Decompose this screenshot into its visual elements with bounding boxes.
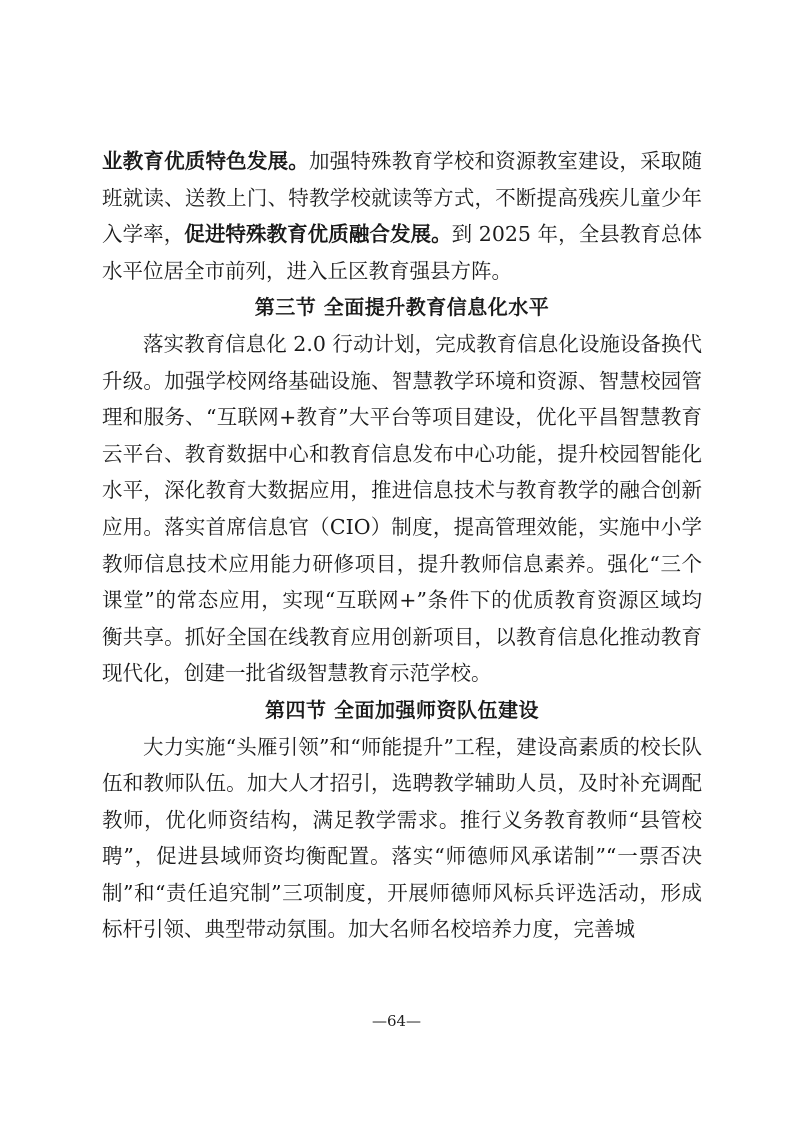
section-4-paragraph: 大力实施“头雁引领”和“师能提升”工程，建设高素质的校长队伍和教师队伍。加大人才招引，选聘教学辅助人员，及时补充调配教师，优化师资结构，满足教学需求。推行义务教育教师“县管校聘”，促进县域师资均衡配置。落实“师德师风承诺制”“一票否决制”和“责任追究制”三项制度，开展师德师风标兵评选活动，形成标杆引领、典型带动氛围。加大名师名校培养力度，完善城	[102, 734, 702, 942]
section-heading-3: 第三节 全面提升教育信息化水平	[254, 295, 550, 320]
text-run: 到 2025 年，全县教育总体水平位居全市前列，进入丘区教育强县方阵。	[102, 222, 703, 283]
text-run: 加强特殊教育学校和资源教室建设，采取随班就读、送教上门、特教学校就读等方式，不断提高残疾儿童少年入学率，	[102, 149, 703, 247]
section-heading-4: 第四节 全面加强师资队伍建设	[265, 697, 539, 722]
bold-phrase: 业教育优质特色发展。	[102, 149, 309, 173]
paragraph-continuation	[102, 143, 702, 289]
document-body	[102, 143, 702, 948]
section-3-paragraph: 落实教育信息化 2.0 行动计划，完成教育信息化设施设备换代升级。加强学校网络基础设施、智慧教学环境和资源、智慧校园管理和服务、“互联网+教育”大平台等项目建设，优化平昌智慧教育云平台、教育数据中心和教育信息发布中心功能，提升校园智能化水平，深化教育大数据应用，推进信息技术与教育教学的融合创新应用。落实首席信息官（CIO）制度，提高管理效能，实施中小学教师信息技术应用能力研修项目，提升教师信息素养。强化“三个课堂”的常态应用，实现“互联网+”条件下的优质教育资源区域均衡共享。抓好全国在线教育应用创新项目，以教育信息化推动教育现代化，创建一批省级智慧教育示范学校。	[102, 331, 702, 686]
page-number: —64—	[371, 1012, 422, 1030]
bold-phrase: 促进特殊教育优质融合发展。	[184, 222, 452, 247]
